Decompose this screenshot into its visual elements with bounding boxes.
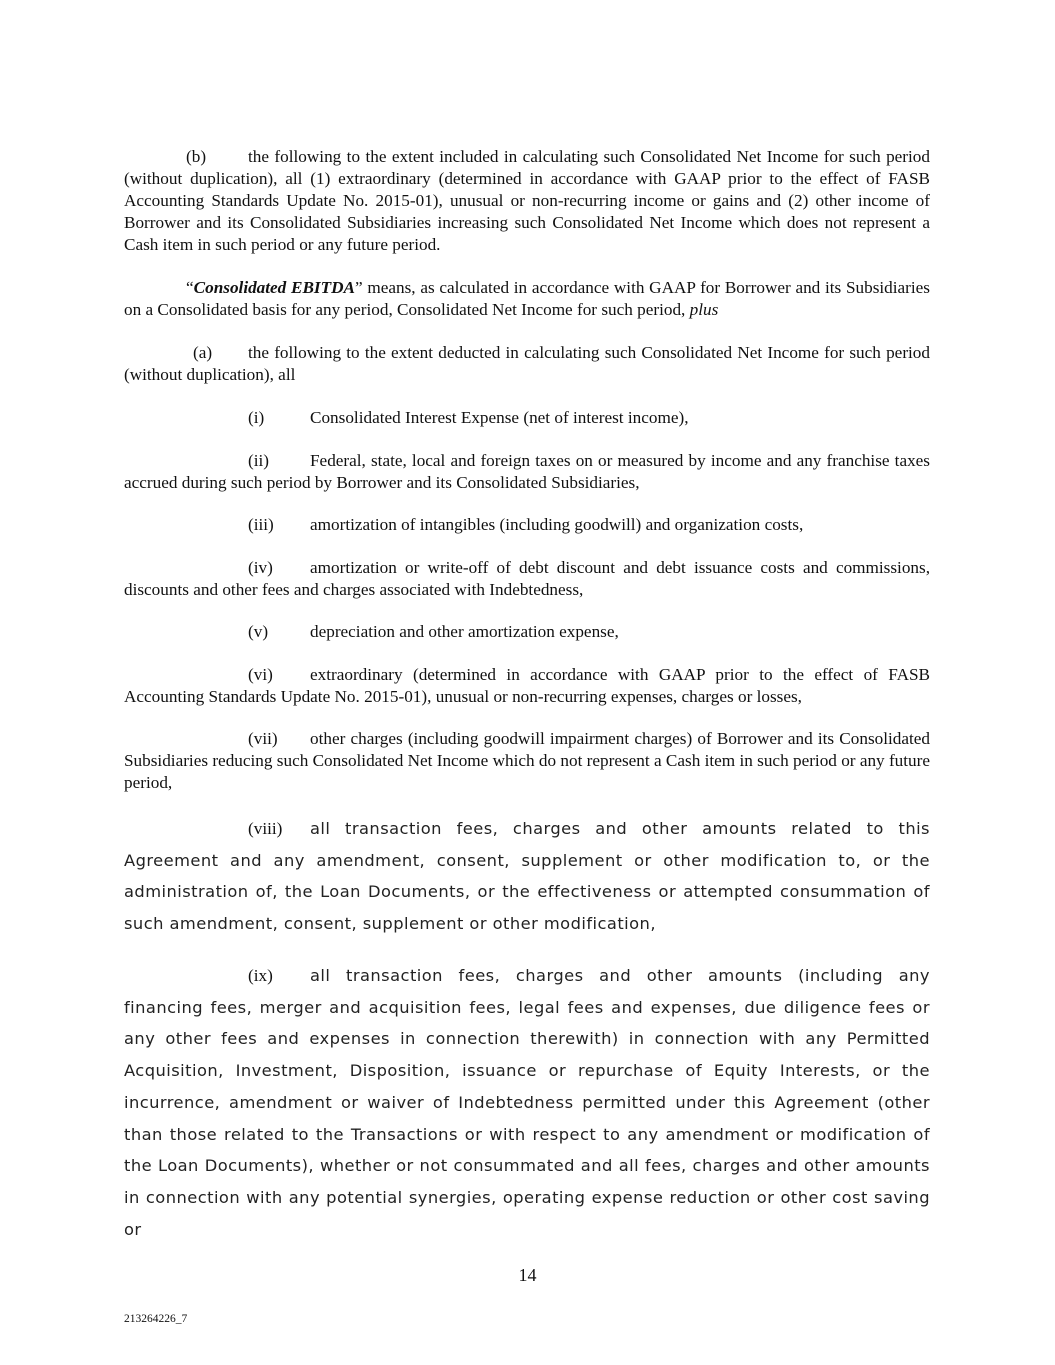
close-quote: ” [355, 278, 363, 297]
page-number: 14 [518, 1265, 537, 1285]
item-text: amortization of intangibles (including goodwill) and organization costs, [310, 515, 804, 534]
document-id: 213264226_7 [124, 1313, 188, 1325]
paragraph-b [124, 146, 930, 256]
paragraph-text: the following to the extent included in calculating such Consolidated Net Income for such period (without duplication), all (1) extraordinary (determined in accordance with GAAP prior to the effect of FASB Accounting Standards Update No. 2015-01), unusual or non-recurring income or gains and (2) other income of Borrower and its Consolidated Subsidiaries increasing such Consolidated Net Income which does not represent a Cash item in such period or any future period. [124, 147, 930, 254]
definition-consolidated-ebitda [124, 277, 930, 321]
item-label: (vii) [248, 729, 278, 748]
item-text: all transaction fees, charges and other amounts related to this Agreement and any amendment, consent, supplement or other modification to, or the administration of, the Loan Documents, or the effectiveness or attempted consummation of such amendment, consent, supplement or other modification, [124, 819, 930, 934]
list-item-iii [124, 514, 930, 536]
item-text: Federal, state, local and foreign taxes on or measured by income and any franchise taxes accrued during such period by Borrower and its Consolidated Subsidiaries, [124, 451, 930, 492]
list-item-ix [124, 960, 930, 1245]
item-label: (iii) [248, 515, 274, 534]
list-item-iv [124, 557, 930, 601]
item-label: (iv) [248, 558, 273, 577]
item-text: extraordinary (determined in accordance with GAAP prior to the effect of FASB Accounting Standards Update No. 2015-01), unusual or non-recurring expenses, charges or losses, [124, 665, 930, 706]
item-label: (i) [248, 408, 265, 427]
definition-text: means, as calculated in accordance with GAAP for Borrower and its Subsidiaries on a Consolidated basis for any period, Consolidated Net Income for such period, [124, 278, 930, 319]
plus-word: plus [689, 300, 719, 319]
item-label: (v) [248, 622, 269, 641]
list-item-vii [124, 728, 930, 794]
defined-term: Consolidated EBITDA [193, 278, 356, 297]
paragraph-text: the following to the extent deducted in calculating such Consolidated Net Income for such period (without duplication), all [124, 343, 930, 384]
open-quote: “ [186, 278, 194, 297]
list-item-i [124, 407, 930, 429]
list-item-v [124, 621, 930, 643]
paragraph-label: (b) [186, 147, 207, 166]
paragraph-label: (a) [193, 343, 213, 362]
list-item-vi [124, 664, 930, 708]
item-text: depreciation and other amortization expense, [310, 622, 619, 641]
item-text: Consolidated Interest Expense (net of interest income), [310, 408, 689, 427]
item-text: all transaction fees, charges and other amounts (including any financing fees, merger and acquisition fees, legal fees and expenses, due diligence fees or any other fees and expenses in connection therewith) in connection with any Permitted Acquisition, Investment, Disposition, issuance or repurchase of Equity Interests, or the incurrence, amendment or waiver of Indebtedness permitted under this Agreement (other than those related to the Transactions or with respect to any amendment or modification of the Loan Documents), whether or not consummated and all fees, charges and other amounts in connection with any potential synergies, operating expense reduction or other cost saving or [124, 966, 930, 1239]
list-item-ii [124, 450, 930, 494]
item-label: (ix) [248, 966, 273, 985]
item-label: (viii) [248, 819, 283, 838]
item-label: (vi) [248, 665, 273, 684]
item-text: amortization or write-off of debt discount and debt issuance costs and commissions, discounts and other fees and charges associated with Indebtedness, [124, 558, 930, 599]
list-item-viii [124, 813, 930, 940]
paragraph-a [124, 342, 930, 386]
item-text: other charges (including goodwill impairment charges) of Borrower and its Consolidated Subsidiaries reducing such Consolidated Net Income which do not represent a Cash item in such period or any future period, [124, 729, 930, 792]
item-label: (ii) [248, 451, 269, 470]
